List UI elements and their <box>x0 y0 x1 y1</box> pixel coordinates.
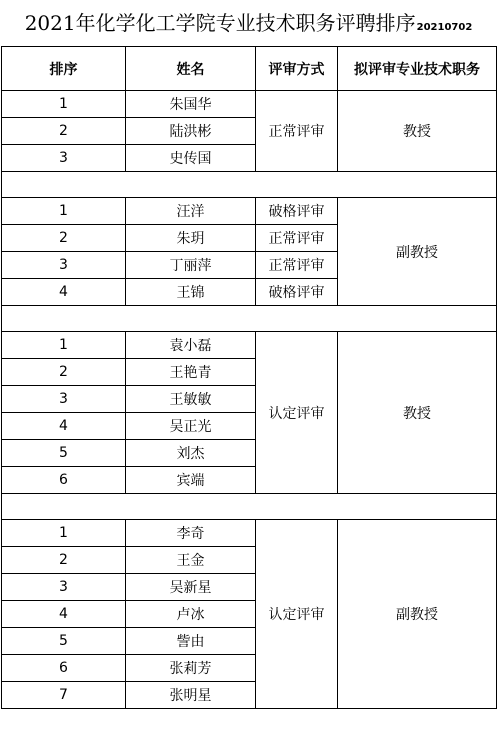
separator-cell <box>2 306 497 332</box>
name-cell: 丁丽萍 <box>126 252 256 279</box>
header-row <box>2 47 497 91</box>
group-separator-row <box>2 306 497 332</box>
header-rank: 排序 <box>2 47 126 91</box>
method-cell: 破格评审 <box>256 198 338 225</box>
position-cell: 副教授 <box>338 198 497 306</box>
rank-cell: 6 <box>2 467 126 494</box>
rank-cell: 3 <box>2 252 126 279</box>
name-cell: 张明星 <box>126 682 256 709</box>
name-cell: 陆洪彬 <box>126 118 256 145</box>
name-cell: 朱国华 <box>126 91 256 118</box>
rank-cell: 2 <box>2 225 126 252</box>
method-cell: 破格评审 <box>256 279 338 306</box>
name-cell: 汪洋 <box>126 198 256 225</box>
separator-cell <box>2 494 497 520</box>
table-row <box>2 332 497 359</box>
name-cell: 吴新星 <box>126 574 256 601</box>
table-row <box>2 198 497 225</box>
rank-cell: 2 <box>2 118 126 145</box>
method-cell: 正常评审 <box>256 252 338 279</box>
title-text: 2021年化学化工学院专业技术职务评聘排序 <box>24 11 416 35</box>
title-date: 20210702 <box>416 22 473 33</box>
group-separator-row <box>2 494 497 520</box>
rank-cell: 2 <box>2 547 126 574</box>
rank-cell: 3 <box>2 574 126 601</box>
table-row <box>2 91 497 118</box>
separator-cell <box>2 172 497 198</box>
name-cell: 王艳青 <box>126 359 256 386</box>
name-cell: 王锦 <box>126 279 256 306</box>
rank-cell: 4 <box>2 601 126 628</box>
name-cell: 訾由 <box>126 628 256 655</box>
name-cell: 卢冰 <box>126 601 256 628</box>
rank-cell: 1 <box>2 91 126 118</box>
group-separator-row <box>2 172 497 198</box>
rank-cell: 1 <box>2 198 126 225</box>
name-cell: 王敏敏 <box>126 386 256 413</box>
page-title <box>0 0 497 46</box>
header-method: 评审方式 <box>256 47 338 91</box>
name-cell: 王金 <box>126 547 256 574</box>
name-cell: 袁小磊 <box>126 332 256 359</box>
table-row <box>2 520 497 547</box>
header-name: 姓名 <box>126 47 256 91</box>
name-cell: 朱玥 <box>126 225 256 252</box>
method-cell: 认定评审 <box>256 332 338 494</box>
rank-cell: 5 <box>2 440 126 467</box>
name-cell: 宾端 <box>126 467 256 494</box>
table-body <box>2 91 497 709</box>
rank-cell: 3 <box>2 145 126 172</box>
name-cell: 史传国 <box>126 145 256 172</box>
rank-cell: 5 <box>2 628 126 655</box>
method-cell: 正常评审 <box>256 91 338 172</box>
name-cell: 张莉芳 <box>126 655 256 682</box>
rank-cell: 7 <box>2 682 126 709</box>
rank-cell: 4 <box>2 279 126 306</box>
rank-cell: 1 <box>2 520 126 547</box>
rank-cell: 1 <box>2 332 126 359</box>
rank-cell: 2 <box>2 359 126 386</box>
method-cell: 正常评审 <box>256 225 338 252</box>
name-cell: 刘杰 <box>126 440 256 467</box>
rank-cell: 6 <box>2 655 126 682</box>
name-cell: 李奇 <box>126 520 256 547</box>
name-cell: 吴正光 <box>126 413 256 440</box>
position-cell: 副教授 <box>338 520 497 709</box>
position-cell: 教授 <box>338 332 497 494</box>
position-cell: 教授 <box>338 91 497 172</box>
ranking-table <box>1 46 497 709</box>
rank-cell: 4 <box>2 413 126 440</box>
method-cell: 认定评审 <box>256 520 338 709</box>
rank-cell: 3 <box>2 386 126 413</box>
header-position: 拟评审专业技术职务 <box>338 47 497 91</box>
